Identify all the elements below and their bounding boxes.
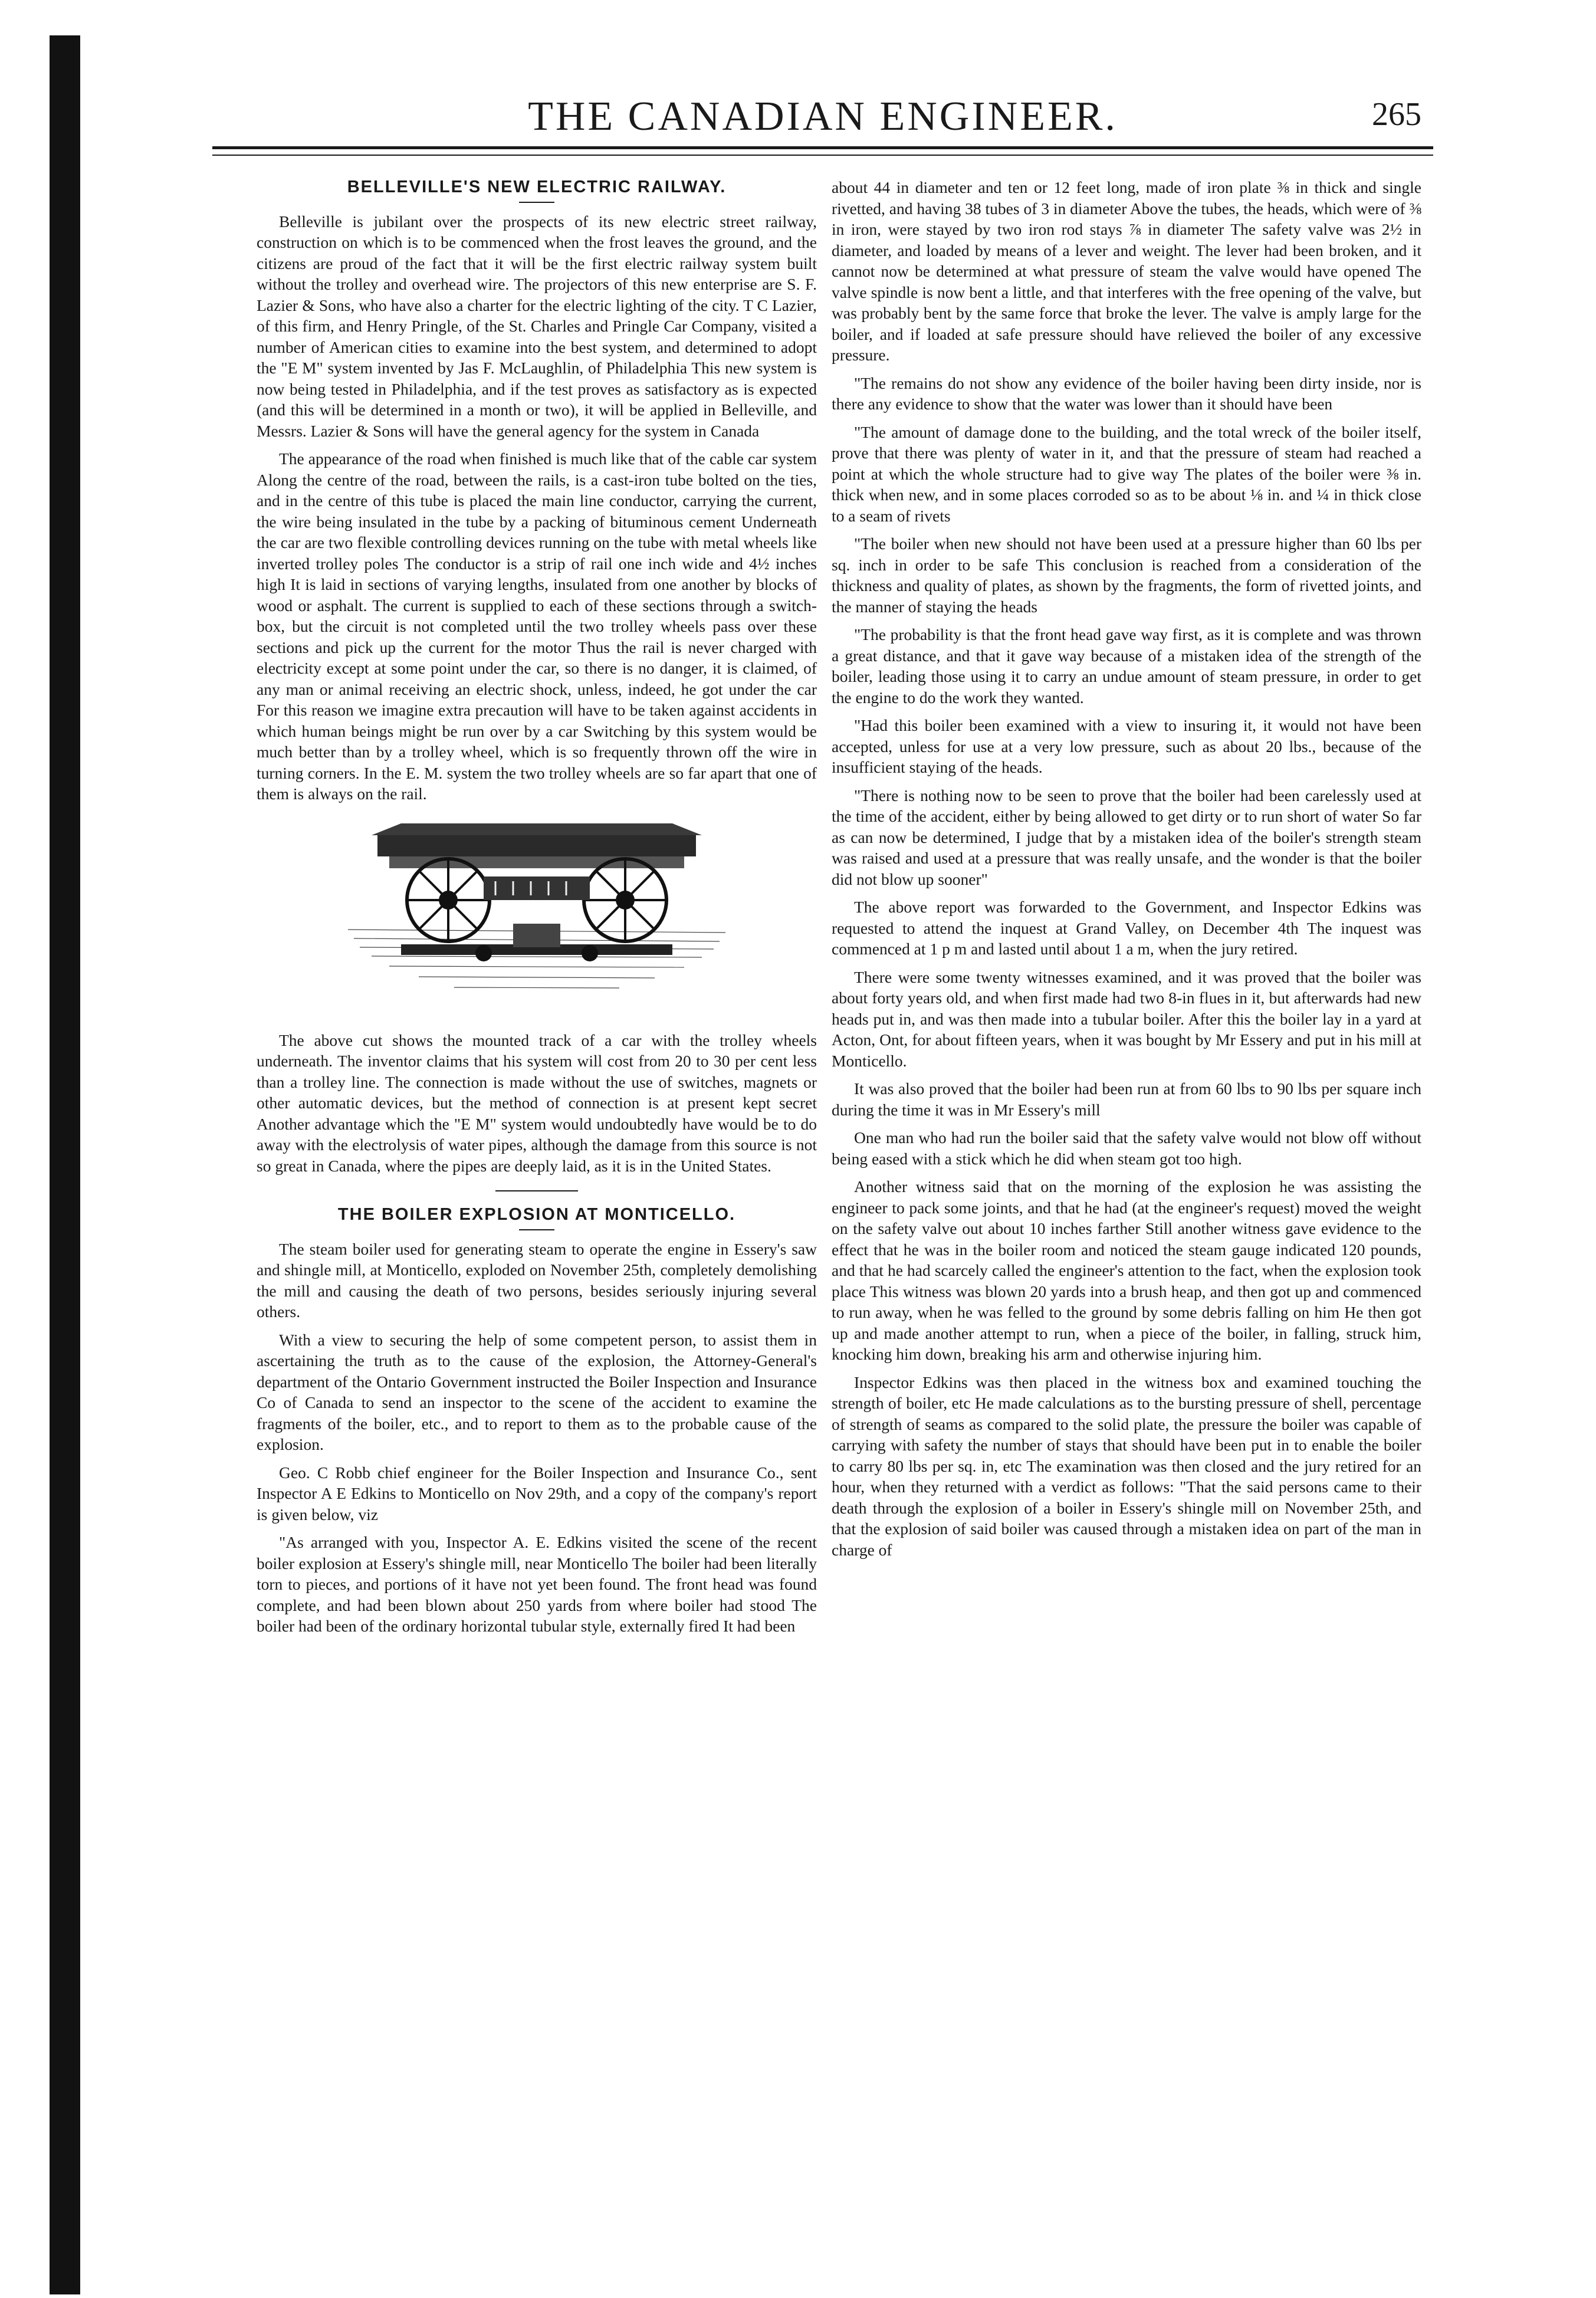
page-header <box>212 88 1433 159</box>
binding-strip <box>50 35 80 2294</box>
article-paragraph: "Had this boiler been examined with a view to insuring it, it would not have been accepted, unless for use at a very low pressure, such as about 20 lbs., because of the insufficient staying of the heads. <box>832 716 1421 776</box>
article-paragraph: "The probability is that the front head gave way first, as it is complete and was thrown a great distance, and that it gave way because of a mistaken idea of the strength of the boiler, leading those using it to carry an undue amount of steam pressure, in order to get the engine to do the work they wanted. <box>832 625 1421 707</box>
car-track-illustration <box>257 812 817 1006</box>
article-headline: BELLEVILLE'S NEW ELECTRIC RAILWAY. <box>347 178 727 196</box>
article-paragraph: Belleville is jubilant over the prospects of its new electric street railway, construction on which is to be commenced when the frost leaves the ground, and the citizens are proud of the fact that it will be the first electric railway system built without the trolley and overhead wire. The projectors of this new enterprise are S. F. Lazier & Sons, who have also a charter for the electric lighting of the city. T C Lazier, of this firm, and Henry Pringle, of the St. Charles and Pringle Car Company, visited a number of American cities to examine into the best system, and determined to adopt the "E M" system invented by Jas F. McLaughlin, of Philadelphia This new system is now being tested in Philadelphia, and if the test proves as satisfactory as is expected (and this will be determined in a month or two), it will be applied in Belleville, and Messrs. Lazier & Sons will have the general agency for the system in Canada <box>257 212 817 440</box>
section-divider <box>495 1190 578 1191</box>
article-paragraph: One man who had run the boiler said that the safety valve would not blow off without being eased with a stick which he did when steam got too high. <box>832 1128 1421 1168</box>
article-paragraph: Geo. C Robb chief engineer for the Boiler Inspection and Insurance Co., sent Inspector A E Edkins to Monticello on Nov 29th, and a copy of the company's report is given below, viz <box>257 1463 817 1524</box>
headline-rule <box>519 202 554 203</box>
article-paragraph: "As arranged with you, Inspector A. E. Edkins visited the scene of the recent boiler explosion at Essery's shingle mill, near Monticello The boiler had been literally torn to pieces, and portions of it have not yet been found. The front head was found complete, and had been blown about 250 yards from where boiler had stood The boiler had been of the ordinary horizontal tubular style, externally fired It had been <box>257 1533 817 1635</box>
article-paragraph: "There is nothing now to be seen to prove that the boiler had been carelessly used at the time of the accident, either by being allowed to get dirty or to run short of water So far as can now be determined, I judge that by a mistaken idea of the boiler's strength steam was raised and used at a pressure that was really unsafe, and the wonder is that the boiler did not blow up sooner" <box>832 786 1421 888</box>
article-paragraph: "The amount of damage done to the building, and the total wreck of the boiler itself, prove that there was plenty of water in it, and that the pressure of steam had reached a point at which the whole structure had to give way The plates of the boiler were ⅜ in. thick when new, and in some places corroded so as to be about ⅛ in. and ¼ in thick close to a seam of rivets <box>832 422 1421 525</box>
truck-engraving <box>336 812 737 1006</box>
journal-title: THE CANADIAN ENGINEER. <box>528 94 1118 139</box>
left-column <box>257 177 817 1644</box>
header-rule-thin <box>212 155 1433 156</box>
article-paragraph: With a view to securing the help of some competent person, to assist them in ascertaining the truth as to the cause of the explosion, the Attorney-General's department of the Ontario Government instructed the Boiler Inspection and Insurance Co of Canada to send an inspector to the scene of the accident to examine the fragments of the boiler, etc., and to report to them as to the probable cause of the explosion. <box>257 1330 817 1453</box>
page-number: 265 <box>1372 96 1421 133</box>
right-column <box>832 177 1421 1567</box>
article-headline: THE BOILER EXPLOSION AT MONTICELLO. <box>337 1205 736 1224</box>
article-paragraph: The above cut shows the mounted track of a car with the trolley wheels underneath. The inventor claims that his system will cost from 20 to 30 per cent less than a trolley line. The connection is made without the use of switches, magnets or other automatic devices, but the method of connection is at present kept secret Another advantage which the "E M" system would undoubtedly have would be to do away with the electrolysis of water pipes, although the damage from this source is not so great in Canada, where the pipes are deeply laid, as it is in the United States. <box>257 1030 817 1175</box>
article-paragraph: The appearance of the road when finished is much like that of the cable car system Along the centre of the road, between the rails, is a cast-iron tube bolted on the ties, and in the centre of this tube is placed the main line conductor, carrying the current, the wire being insulated in the tube by a packing of bituminous cement Underneath the car are two flexible controlling devices running on the tube with metal wheels like inverted trolley poles The conductor is a strip of rail one inch wide and 4½ inches high It is laid in sections of varying lengths, insulated from one another by blocks of wood or asphalt. The current is supplied to each of these sections through a switch-box, but the circuit is not completed until the two trolley wheels pass over these sections and pick up the current for the motor Thus the rail is never charged with electricity except at some point under the car, so there is no danger, it is claimed, of any man or animal receiving an electric shock, unless, indeed, he got under the car For this reason we imagine extra precaution will have to be taken against accidents in which human beings might be run over by a car Switching by this system would be much better than by a trolley wheel, which is so frequently thrown off the wire in turning corners. In the E. M. system the two trolley wheels are so far apart that one of them is always on the rail. <box>257 449 817 803</box>
headline-rule <box>519 1229 554 1230</box>
article-paragraph: It was also proved that the boiler had been run at from 60 lbs to 90 lbs per square inch during the time it was in Mr Essery's mill <box>832 1079 1421 1119</box>
article-paragraph: There were some twenty witnesses examined, and it was proved that the boiler was about forty years old, and when first made had two 8-in flues in it, but afterwards had new heads put in, and was then made into a tubular boiler. After this the boiler lay in a yard at Acton, Ont, for about fifteen years, when it was bought by Mr Essery and put in his mill at Monticello. <box>832 967 1421 1070</box>
article-paragraph: Inspector Edkins was then placed in the witness box and examined touching the strength of boiler, etc He made calculations as to the bursting pressure of shell, percentage of strength of seams as compared to the solid plate, the pressure the boiler was capable of carrying with safety the number of stays that should have been put in to enable the boiler to carry 80 lbs per sq. in, etc The examination was then closed and the jury retired for an hour, when they returned with a verdict as follows: "That the said persons came to their death through the explosion of a boiler in Essery's shingle mill on November 25th, and that the explosion of said boiler was caused through a mistaken idea on part of the man in charge of <box>832 1373 1421 1559</box>
header-rule <box>212 146 1433 149</box>
article-paragraph: "The remains do not show any evidence of the boiler having been dirty inside, nor is there any evidence to show that the water was lower than it should have been <box>832 373 1421 413</box>
article-paragraph: The above report was forwarded to the Government, and Inspector Edkins was requested to attend the inquest at Grand Valley, on December 4th The inquest was commenced at 1 p m and lasted until about 1 a m, when the jury retired. <box>832 898 1421 958</box>
article-paragraph: The steam boiler used for generating steam to operate the engine in Essery's saw and shingle mill, at Monticello, exploded on November 25th, completely demolishing the mill and causing the death of two persons, besides seriously injuring several others. <box>257 1239 817 1321</box>
article-paragraph-continued: about 44 in diameter and ten or 12 feet long, made of iron plate ⅜ in thick and single rivetted, and having 38 tubes of 3 in diameter Above the tubes, the heads, which were of ⅜ in iron, were stayed by two iron rod stays ⅞ in diameter The safety valve was 2½ in diameter, and loaded by means of a lever and weight. The lever had been broken, and it cannot now be determined at what pressure of steam the valve would have opened The valve spindle is now bent a little, and that interferes with the free opening of the valve, but was probably bent by the same force that broke the lever. The valve is amply large for the boiler, and if loaded at safe pressure should have relieved the boiler of any excessive pressure. <box>832 178 1421 364</box>
article-paragraph: "The boiler when new should not have been used at a pressure higher than 60 lbs per sq. inch in order to be safe This conclusion is reached from a consideration of the thickness and quality of plates, as shown by the fragments, the form of rivetted joints, and the manner of staying the heads <box>832 534 1421 616</box>
article-paragraph: Another witness said that on the morning of the explosion he was assisting the engineer to pack some joints, and that he had (at the engineer's request) moved the weight on the safety valve out about 10 inches farther Still another witness gave evidence to the effect that he was in the boiler room and noticed the steam gauge indicated 120 pounds, and that he had scarcely called the engineer's attention to the fact, when the explosion took place This witness was blown 20 yards into a brush heap, and then got up and commenced to run away, when he was felled to the ground by some debris falling on him He then got up and made another attempt to run, when a piece of the boiler, in falling, struck him, knocking him down, breaking his arm and otherwise injuring him. <box>832 1177 1421 1363</box>
